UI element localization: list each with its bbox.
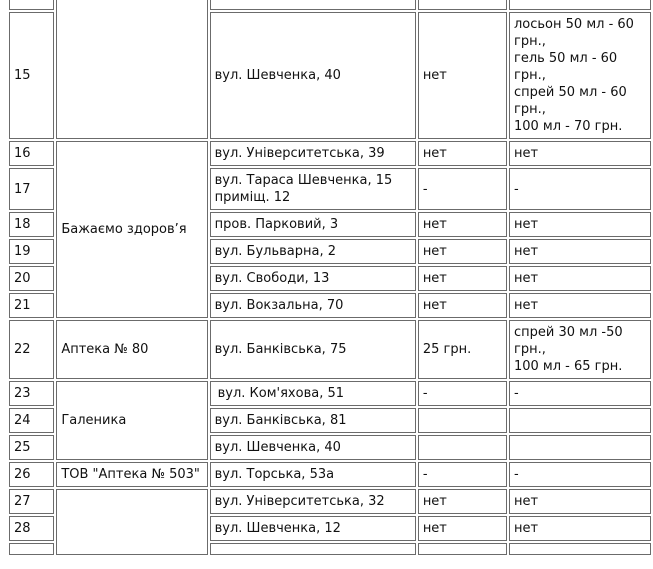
address-cell: вул. Університетська, 32 <box>210 489 416 514</box>
address-cell <box>210 0 416 10</box>
address-cell: вул. Торська, 53а <box>210 462 416 487</box>
price-cell: нет <box>418 212 507 237</box>
price-other-cell <box>509 12 651 139</box>
price-cell: 25 грн. <box>418 320 507 379</box>
pharmacy-name-cell <box>56 489 207 555</box>
table-row <box>9 489 651 514</box>
address-cell: вул. Бульварна, 2 <box>210 239 416 264</box>
price-other-cell <box>509 320 651 379</box>
address-cell: вул. Банківська, 75 <box>210 320 416 379</box>
price-other-cell: нет <box>509 489 651 514</box>
price-cell: нет <box>418 293 507 318</box>
price-cell: - <box>418 381 507 406</box>
price-other-cell <box>509 435 651 460</box>
table-row <box>9 462 651 487</box>
row-number-cell: 15 <box>9 12 54 139</box>
row-number-cell: 28 <box>9 516 54 541</box>
address-cell: вул. Шевченка, 40 <box>210 12 416 139</box>
price-other-cell: нет <box>509 266 651 291</box>
pharmacy-name-cell: Галеника <box>56 381 207 460</box>
pharmacy-name-cell: Бажаємо здоров’я <box>56 141 207 318</box>
price-other-cell: нет <box>509 516 651 541</box>
row-number-cell: 19 <box>9 239 54 264</box>
row-number-cell: 20 <box>9 266 54 291</box>
price-cell: нет <box>418 239 507 264</box>
row-number-cell: 21 <box>9 293 54 318</box>
row-number-cell: 22 <box>9 320 54 379</box>
price-other-text: лосьон 50 мл - 60 грн., гель 50 мл - 60 грн., спрей 50 мл - 60 грн., 100 мл - 70 грн. <box>513 17 634 134</box>
price-cell: нет <box>418 12 507 139</box>
price-cell: нет <box>418 516 507 541</box>
address-cell <box>210 543 416 555</box>
row-number-cell: 27 <box>9 489 54 514</box>
price-other-cell: - <box>509 462 651 487</box>
price-cell <box>418 408 507 433</box>
address-cell: вул. Свободи, 13 <box>210 266 416 291</box>
price-other-cell: нет <box>509 239 651 264</box>
pharmacy-name-cell <box>56 0 207 139</box>
address-cell: вул. Банківська, 81 <box>210 408 416 433</box>
row-number-cell: 16 <box>9 141 54 166</box>
pharmacy-table-container <box>7 0 653 557</box>
price-cell: нет <box>418 266 507 291</box>
row-number-cell <box>9 543 54 555</box>
address-text: вул. Ком'яхова, 51 <box>217 386 345 401</box>
price-other-text: спрей 30 мл -50 грн., 100 мл - 65 грн. <box>513 325 623 374</box>
address-cell: пров. Парковий, 3 <box>210 212 416 237</box>
price-other-cell <box>509 408 651 433</box>
price-cell <box>418 543 507 555</box>
address-cell: вул. Університетська, 39 <box>210 141 416 166</box>
price-cell: нет <box>418 489 507 514</box>
price-other-cell: нет <box>509 141 651 166</box>
price-cell <box>418 435 507 460</box>
table-row <box>9 141 651 166</box>
row-number-cell: 24 <box>9 408 54 433</box>
price-cell: нет <box>418 141 507 166</box>
row-number-cell: 17 <box>9 168 54 210</box>
price-cell: - <box>418 462 507 487</box>
price-other-cell: - <box>509 381 651 406</box>
price-cell: - <box>418 168 507 210</box>
row-number-cell: 18 <box>9 212 54 237</box>
address-cell: вул. Шевченка, 40 <box>210 435 416 460</box>
table-row <box>9 381 651 406</box>
table-row <box>9 320 651 379</box>
address-cell: вул. Тараса Шевченка, 15 приміщ. 12 <box>210 168 416 210</box>
price-other-cell <box>509 543 651 555</box>
price-other-cell <box>509 0 651 10</box>
price-other-cell: нет <box>509 212 651 237</box>
address-cell <box>210 381 416 406</box>
row-number-cell: 23 <box>9 381 54 406</box>
price-other-cell: нет <box>509 293 651 318</box>
price-other-cell: - <box>509 168 651 210</box>
pharmacy-name-cell: ТОВ "Аптека № 503" <box>56 462 207 487</box>
price-cell <box>418 0 507 10</box>
row-number-cell <box>9 0 54 10</box>
table-row <box>9 0 651 10</box>
pharmacy-name-cell: Аптека № 80 <box>56 320 207 379</box>
pharmacy-price-table <box>7 0 653 557</box>
address-cell: вул. Шевченка, 12 <box>210 516 416 541</box>
address-cell: вул. Вокзальна, 70 <box>210 293 416 318</box>
row-number-cell: 26 <box>9 462 54 487</box>
row-number-cell: 25 <box>9 435 54 460</box>
